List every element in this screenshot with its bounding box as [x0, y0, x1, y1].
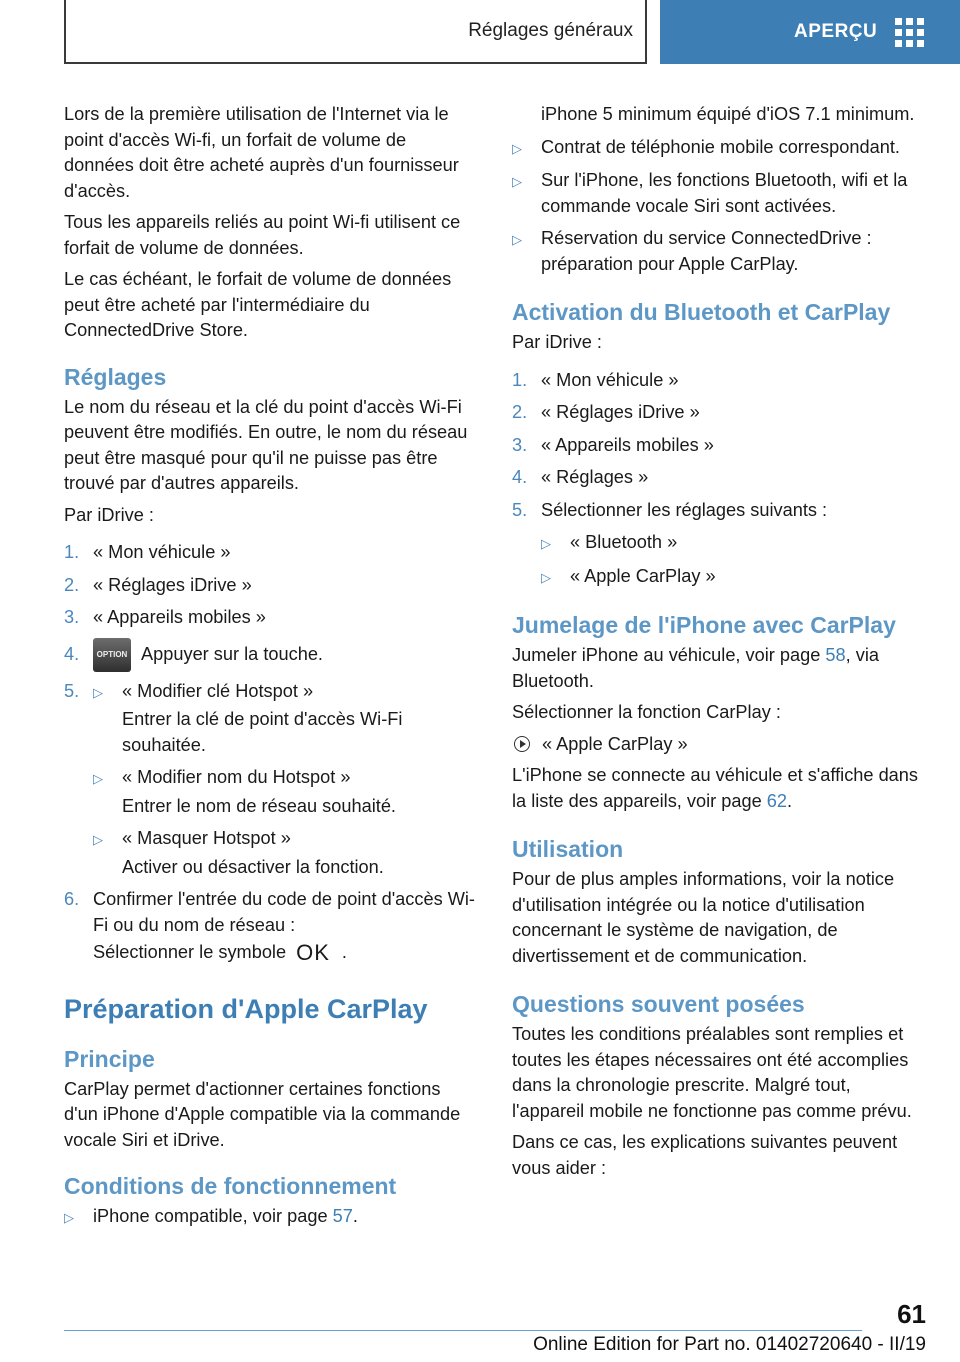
list-item: ▷ Sur l'iPhone, les fonctions Bluetooth, wifi et la commande vocale Siri sont activées.: [512, 168, 927, 219]
list-item: 3. « Appareils mobiles »: [64, 607, 266, 627]
list-item: 1. « Mon véhicule »: [64, 542, 231, 562]
header-tab-apercu[interactable]: [660, 0, 960, 64]
list-item: ▷ « Bluetooth »: [512, 530, 927, 557]
page-link[interactable]: 57: [332, 1206, 353, 1226]
paragraph: Le cas échéant, le forfait de volume de données peut être acheté par l'intermédiaire du ConnectedDrive Store.: [64, 269, 452, 340]
paragraph: Toutes les conditions préalables sont remplies et toutes les étapes nécessaires ont été accomplies dans la chronologie prescrite. Malgré tout, l'appareil mobile ne fonctionne pas comme prévu.: [512, 1024, 912, 1121]
triangle-bullet-icon: ▷: [93, 771, 103, 786]
page-link[interactable]: 62: [766, 790, 788, 811]
list-item: ▷ iPhone compatible, voir page 57.: [64, 1204, 479, 1231]
list-item: 2. « Réglages iDrive »: [512, 402, 700, 422]
list-item: ▷ « Masquer Hotspot »: [64, 826, 479, 853]
page-link[interactable]: 58: [825, 645, 846, 665]
list-item: 3. « Appareils mobiles »: [512, 434, 714, 455]
list-item: 4. « Réglages »: [512, 467, 649, 487]
option-button-icon: OPTION: [93, 638, 131, 672]
triangle-bullet-icon: ▷: [512, 140, 522, 156]
header-section-box: [64, 0, 647, 64]
list-item-desc: Activer ou désactiver la fonction.: [122, 856, 384, 877]
paragraph: Jumeler iPhone au véhicule, voir page 58, via Bluetooth.: [512, 645, 880, 691]
right-column: [512, 102, 927, 1187]
heading-utilisation: Utilisation: [512, 836, 624, 862]
paragraph: Par iDrive :: [512, 332, 602, 352]
paragraph: Tous les appareils reliés au point Wi-fi utilisent ce forfait de volume de données.: [64, 212, 461, 258]
list-item: ▷ « Modifier nom du Hotspot »: [64, 765, 479, 792]
heading-reglages: Réglages: [64, 363, 167, 390]
list-item-desc: Sélectionner le symbole OK .: [93, 940, 347, 965]
triangle-bullet-icon: ▷: [512, 232, 522, 247]
list-item: 2. « Réglages iDrive »: [64, 574, 252, 595]
heading-activation: Activation du Bluetooth et CarPlay: [512, 299, 891, 325]
paragraph: Sélectionner la fonction CarPlay :: [512, 702, 781, 722]
list-item: ▷ « Apple CarPlay »: [512, 564, 927, 591]
list-item: 1. « Mon véhicule »: [512, 369, 679, 390]
ok-symbol-icon: OK: [296, 940, 330, 965]
list-item: ▷ Contrat de téléphonie mobile correspondant.: [512, 135, 927, 162]
list-item: 5. Sélectionner les réglages suivants :: [512, 499, 828, 520]
heading-questions: Questions souvent posées: [512, 991, 805, 1017]
triangle-bullet-icon: ▷: [541, 536, 551, 551]
paragraph: « Apple CarPlay »: [512, 732, 927, 758]
grid-icon: [895, 18, 924, 47]
list-item-desc: Entrer la clé de point d'accès Wi-Fi souhaitée.: [122, 709, 403, 755]
left-column: [64, 102, 479, 1238]
heading-preparation: Préparation d'Apple CarPlay: [64, 993, 428, 1024]
list-item: 5. ▷ « Modifier clé Hotspot »: [64, 679, 479, 706]
paragraph: L'iPhone se connecte au véhicule et s'affiche dans la liste des appareils, voir page 62.: [512, 765, 919, 811]
page-number: 61: [897, 1299, 926, 1329]
triangle-bullet-icon: ▷: [512, 174, 522, 189]
triangle-bullet-icon: ▷: [64, 1210, 74, 1225]
paragraph: Pour de plus amples informations, voir la notice d'utilisation intégrée ou la notice d'utilisation concernant le système de navigation, de divertissement et de communication.: [512, 869, 895, 966]
list-item: 6. Confirmer l'entrée du code de point d'accès Wi-Fi ou du nom de réseau :: [64, 889, 475, 935]
carplay-play-icon: [514, 736, 530, 752]
heading-jumelage: Jumelage de l'iPhone avec CarPlay: [512, 612, 896, 638]
paragraph: Le nom du réseau et la clé du point d'accès Wi-Fi peuvent être modifiés. En outre, le nom du réseau peut être masqué pour qu'il ne puisse pas être trouvé par d'autres appareils.: [64, 396, 468, 493]
list-item: 4. OPTION Appuyer sur la touche.: [64, 638, 479, 672]
paragraph: Lors de la première utilisation de l'Internet via le point d'accès Wi-fi, un forfait de volume de données doit être acheté auprès d'un fournisseur d'accès.: [64, 104, 459, 201]
list-item-desc: iPhone 5 minimum équipé d'iOS 7.1 minimum.: [541, 104, 915, 124]
heading-principe: Principe: [64, 1045, 155, 1072]
list-item-desc: Entrer le nom de réseau souhaité.: [122, 795, 396, 816]
triangle-bullet-icon: ▷: [93, 684, 103, 700]
triangle-bullet-icon: ▷: [541, 569, 551, 585]
paragraph: Par iDrive :: [64, 504, 154, 525]
footer-edition: Online Edition for Part no. 01402720640 - II/19: [533, 1334, 926, 1355]
paragraph: CarPlay permet d'actionner certaines fonctions d'un iPhone d'Apple compatible via la commande vocale Siri et iDrive.: [64, 1078, 461, 1150]
heading-conditions: Conditions de fonctionnement: [64, 1173, 397, 1199]
list-item: ▷ Réservation du service ConnectedDrive : préparation pour Apple CarPlay.: [512, 226, 927, 277]
paragraph: Dans ce cas, les explications suivantes peuvent vous aider :: [512, 1132, 898, 1178]
footer-divider: [64, 1330, 862, 1331]
header-section-title: Réglages généraux: [468, 20, 633, 41]
triangle-bullet-icon: ▷: [93, 832, 103, 847]
header-tab-label: APERÇU: [794, 21, 878, 42]
